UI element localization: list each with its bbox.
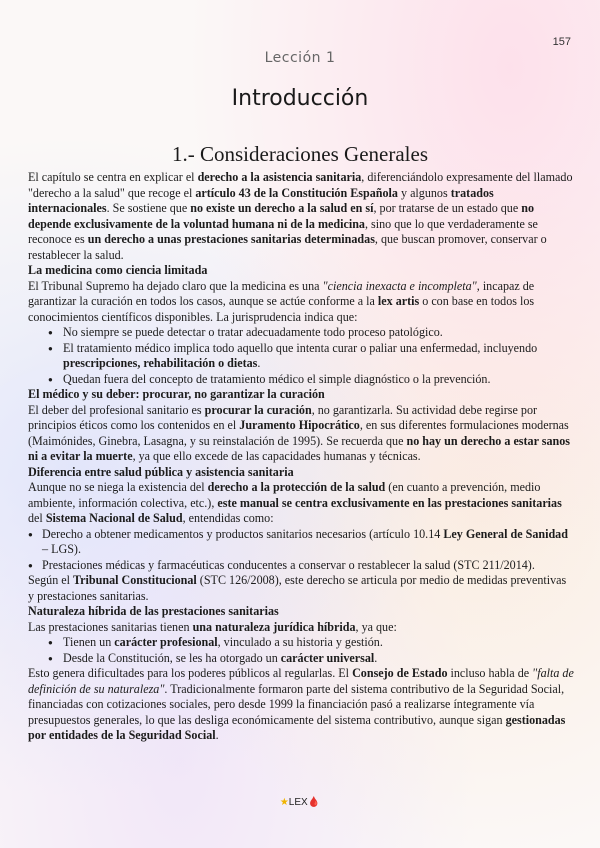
subheading-naturaleza: Naturaleza híbrida de las prestaciones sanitarias [28,604,279,618]
list-item: ● Derecho a obtener medicamentos y productos sanitarios necesarios (artículo 10.14 Ley General de Sanidad – LGS). [28,527,575,558]
list-item: ● No siempre se puede detectar o tratar adecuadamente todo proceso patológico. [28,325,575,341]
subheading-medicina: La medicina como ciencia limitada [28,263,208,277]
list-prestaciones [28,527,575,574]
lesson-label: Lección 1 [264,50,336,66]
page-title: Introducción [231,86,369,111]
subheading-medico: El médico y su deber: procurar, no garantizar la curación [28,387,325,401]
document-body [28,170,575,744]
paragraph-consejo: Esto genera dificultades para los poderes públicos al regularlas. El Consejo de Estado incluso habla de "falta de definición de su naturaleza". Tradicionalmente formaron parte del sistema contributivo de la Seguridad Social, financiadas con cotizaciones sociales, pero desde 1999 la financiación pasó a realizarse íntegramente vía presupuestos generales, lo que las desliga económicamente del sistema contributivo, aunque sigan gestionadas por entidades de la Seguridad Social. [28,666,574,742]
paragraph-medico: El deber del profesional sanitario es procurar la curación, no garantizarla. Su actividad debe regirse por principios éticos como los contenidos en el Juramento Hipocrático, en sus diferentes formulaciones modernas (Maimónides, Ginebra, Lasagna, y su reinstalación de 1995). Se recuerda que no hay un derecho a estar sanos ni a evitar la muerte, ya que ello excede de las capacidades humanas y técnicas. [28,402,570,463]
paragraph-tribunal: Según el Tribunal Constitucional (STC 126/2008), este derecho se articula por medio de medidas preventivas y prestaciones sanitarias. [28,573,567,603]
brand-logo: LEX [288,797,308,808]
subheading-salud-publica: Diferencia entre salud pública y asistencia sanitaria [28,464,294,479]
list-item: ● Tienen un carácter profesional, vinculado a su historia y gestión. [28,635,575,651]
list-jurisprudencia [28,325,575,387]
paragraph-salud-publica: Aunque no se niega la existencia del derecho a la protección de la salud (en cuanto a prevención, medio ambiente, información colectiva, etc.), este manual se centra exclusivamente en las prestaciones sanitarias del Sistema Nacional de Salud, entendidas como: [28,480,562,525]
drop-icon: 🩸 [307,797,321,808]
paragraph-medicina: El Tribunal Supremo ha dejado claro que la medicina es una "ciencia inexacta e incompleta", incapaz de garantizar la curación en todos los casos, aunque se actúe conforme a la lex artis o con base en todos los conocimientos científicos disponibles. La jurisprudencia indica que: [28,278,535,324]
list-item: ● Quedan fuera del concepto de tratamiento médico el simple diagnóstico o la prevención. [28,372,575,388]
list-item: ● El tratamiento médico implica todo aquello que intenta curar o paliar una enfermedad, incluyendo prescripciones, rehabilitación o dietas. [28,341,575,372]
list-item: ● Desde la Constitución, se les ha otorgado un carácter universal. [28,651,575,667]
section-heading: 1.- Consideraciones Generales [172,142,428,166]
list-item: ● Prestaciones médicas y farmacéuticas conducentes a conservar o restablecer la salud (STC 211/2014). [28,558,575,574]
footer-brand [0,797,600,808]
paragraph-naturaleza: Las prestaciones sanitarias tienen una naturaleza jurídica híbrida, ya que: [28,619,397,634]
intro-paragraph: El capítulo se centra en explicar el derecho a la asistencia sanitaria, diferenciándolo expresamente del llamado "derecho a la salud" que recoge el artículo 43 de la Constitución Española y algunos tratados internacionales. Se sostiene que no existe un derecho a la salud en sí, por tratarse de un estado que no depende exclusivamente de la voluntad humana ni de la medicina, sino que lo que verdaderamente se reconoce es un derecho a unas prestaciones sanitarias determinadas, que buscan promover, conservar o restablecer la salud. [28,170,573,262]
list-naturaleza [28,635,575,666]
page-number: 157 [552,36,571,48]
star-icon: ★ [279,797,289,808]
